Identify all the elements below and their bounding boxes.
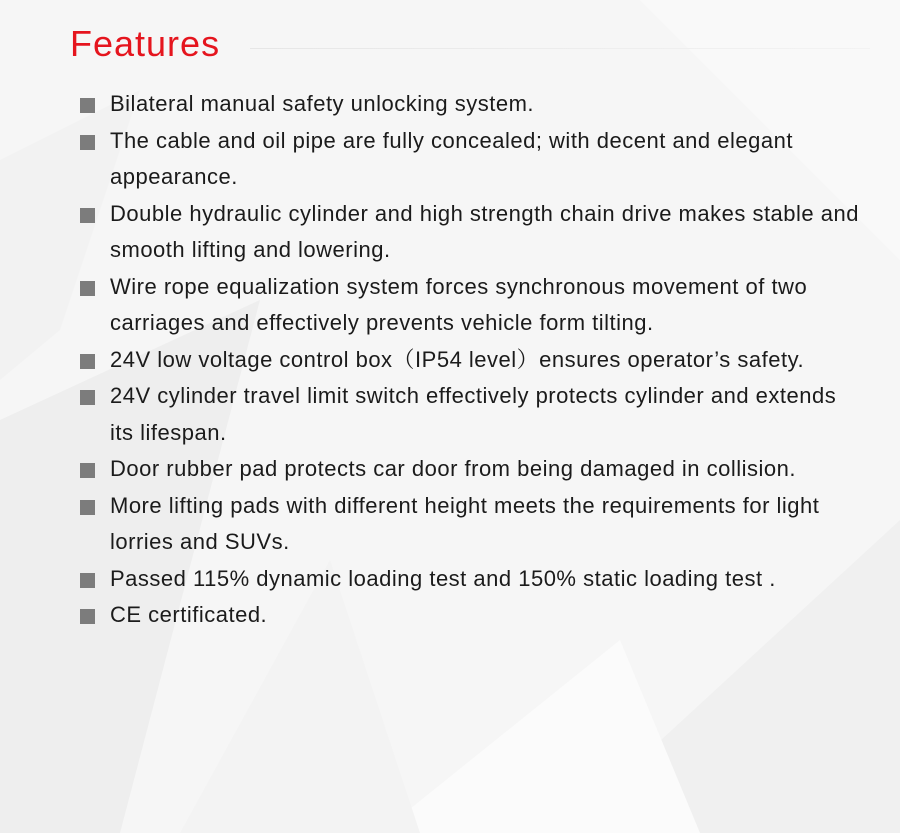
features-list bbox=[74, 86, 864, 634]
square-bullet-icon bbox=[80, 281, 95, 296]
feature-text: 24V cylinder travel limit switch effectively protects cylinder and extends its lifespan. bbox=[110, 383, 837, 445]
feature-text: Passed 115% dynamic loading test and 150% static loading test . bbox=[110, 565, 776, 591]
feature-item bbox=[74, 269, 864, 342]
feature-text: 24V low voltage control box（IP54 level）ensures operator’s safety. bbox=[110, 346, 805, 372]
square-bullet-icon bbox=[80, 354, 95, 369]
feature-item bbox=[74, 196, 864, 269]
square-bullet-icon bbox=[80, 135, 95, 150]
feature-item bbox=[74, 597, 864, 634]
square-bullet-icon bbox=[80, 463, 95, 478]
feature-item bbox=[74, 451, 864, 488]
feature-item bbox=[74, 123, 864, 196]
feature-item bbox=[74, 378, 864, 451]
square-bullet-icon bbox=[80, 573, 95, 588]
feature-text: Door rubber pad protects car door from being damaged in collision. bbox=[110, 456, 797, 481]
feature-text: Bilateral manual safety unlocking system. bbox=[110, 91, 535, 116]
feature-text: Wire rope equalization system forces synchronous movement of two carriages and effectively prevents vehicle form tilting. bbox=[110, 273, 808, 335]
title-divider bbox=[250, 48, 870, 49]
feature-item bbox=[74, 561, 864, 598]
feature-text: The cable and oil pipe are fully concealed; with decent and elegant appearance. bbox=[110, 127, 793, 189]
feature-text: CE certificated. bbox=[110, 602, 268, 627]
square-bullet-icon bbox=[80, 390, 95, 405]
square-bullet-icon bbox=[80, 208, 95, 223]
square-bullet-icon bbox=[80, 609, 95, 624]
square-bullet-icon bbox=[80, 98, 95, 113]
page-title: Features bbox=[70, 23, 221, 64]
feature-item bbox=[74, 488, 864, 561]
feature-text: More lifting pads with different height meets the requirements for light lorries and SUVs. bbox=[110, 492, 820, 554]
feature-item bbox=[74, 342, 864, 379]
square-bullet-icon bbox=[80, 500, 95, 515]
feature-text: Double hydraulic cylinder and high strength chain drive makes stable and smooth lifting and lowering. bbox=[110, 200, 859, 262]
feature-item bbox=[74, 86, 864, 123]
